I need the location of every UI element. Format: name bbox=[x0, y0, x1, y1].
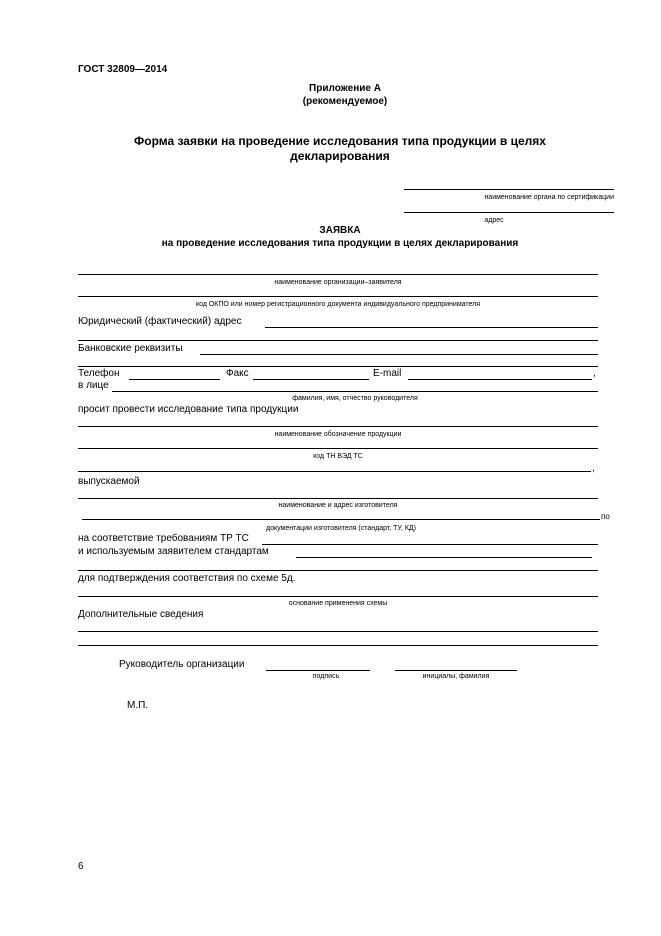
signature-caption: подпись bbox=[312, 673, 340, 680]
phone-label: Телефон bbox=[78, 368, 120, 379]
certification-body-caption: наименование органа по сертификации bbox=[484, 194, 614, 201]
email-label: E-mail bbox=[373, 368, 402, 379]
product-caption: наименование обозначение продукции bbox=[274, 431, 402, 438]
annex-subtitle: (рекомендуемое) bbox=[302, 96, 388, 107]
phone-line[interactable] bbox=[129, 379, 220, 380]
legal-address-line-2[interactable] bbox=[78, 340, 598, 341]
legal-address-line[interactable] bbox=[265, 327, 598, 328]
request-text: просит провести исследование типа продукции bbox=[78, 404, 299, 415]
compliance-label: на соответствие требованиям ТР ТС bbox=[78, 533, 249, 544]
manufactured-label: выпускаемой bbox=[78, 476, 140, 487]
standards-line-2[interactable] bbox=[78, 570, 598, 571]
certification-address-caption: адрес bbox=[484, 217, 504, 224]
manufacturer-caption: наименование и адрес изготовителя bbox=[278, 502, 398, 509]
additional-info-line[interactable] bbox=[78, 631, 598, 632]
standard-number: ГОСТ 32809—2014 bbox=[78, 64, 168, 75]
manufacturer-line[interactable] bbox=[78, 498, 598, 499]
scheme-basis-line[interactable] bbox=[78, 596, 598, 597]
head-signature-label: Руководитель организации bbox=[119, 659, 245, 670]
contact-comma: , bbox=[593, 368, 596, 379]
initials-caption: инициалы, фамилия bbox=[422, 673, 490, 680]
standards-label: и используемым заявителем стандартам bbox=[78, 546, 269, 557]
compliance-line[interactable] bbox=[262, 544, 598, 545]
additional-info-label: Дополнительные сведения bbox=[78, 609, 204, 620]
certification-body-line[interactable] bbox=[404, 189, 614, 190]
legal-address-label: Юридический (фактический) адрес bbox=[78, 316, 242, 327]
bank-details-label: Банковские реквизиты bbox=[78, 343, 183, 354]
scheme-basis-caption: основание применения схемы bbox=[288, 600, 388, 607]
application-title: ЗАЯВКА bbox=[319, 225, 361, 236]
standards-line[interactable] bbox=[296, 557, 592, 558]
certification-address-line[interactable] bbox=[404, 212, 614, 213]
fax-line[interactable] bbox=[253, 379, 369, 380]
manufacturer-docs-line[interactable] bbox=[82, 519, 600, 520]
additional-info-line-2[interactable] bbox=[78, 645, 598, 646]
po-label: по bbox=[601, 512, 610, 521]
product-line[interactable] bbox=[78, 426, 598, 427]
head-name-caption: фамилия, имя, отчество руководителя bbox=[292, 395, 418, 402]
form-title-line1: Форма заявки на проведение исследования типа продукции в целях bbox=[134, 134, 546, 148]
page-number: 6 bbox=[78, 861, 84, 872]
product-extra-line[interactable] bbox=[78, 471, 591, 472]
okpo-caption: код ОКПО или номер регистрационного документа индивидуального предпринимателя bbox=[195, 301, 481, 308]
form-title-line2: декларирования bbox=[290, 149, 390, 163]
signature-line[interactable] bbox=[266, 670, 370, 671]
bank-details-line[interactable] bbox=[200, 354, 598, 355]
initials-line[interactable] bbox=[395, 670, 517, 671]
docs-caption: документации изготовителя (стандарт, ТУ, КД) bbox=[265, 525, 416, 532]
represented-by-label: в лице bbox=[78, 380, 109, 391]
tnved-line[interactable] bbox=[78, 448, 598, 449]
product-comma: , bbox=[592, 463, 595, 474]
scheme-text: для подтверждения соответствия по схеме 5д. bbox=[78, 573, 296, 584]
applicant-name-caption: наименование организации–заявителя bbox=[274, 279, 402, 286]
application-subtitle: на проведение исследования типа продукции в целях декларирования bbox=[161, 238, 519, 249]
fax-label: Факс bbox=[226, 368, 249, 379]
email-line[interactable] bbox=[408, 379, 592, 380]
annex-title: Приложение А bbox=[309, 83, 381, 94]
head-name-line[interactable] bbox=[112, 391, 598, 392]
applicant-name-line[interactable] bbox=[78, 274, 598, 275]
tnved-caption: код ТН ВЭД ТС bbox=[313, 453, 363, 460]
bank-details-line-2[interactable] bbox=[78, 366, 598, 367]
stamp-placeholder: М.П. bbox=[127, 700, 149, 711]
okpo-line[interactable] bbox=[78, 296, 598, 297]
